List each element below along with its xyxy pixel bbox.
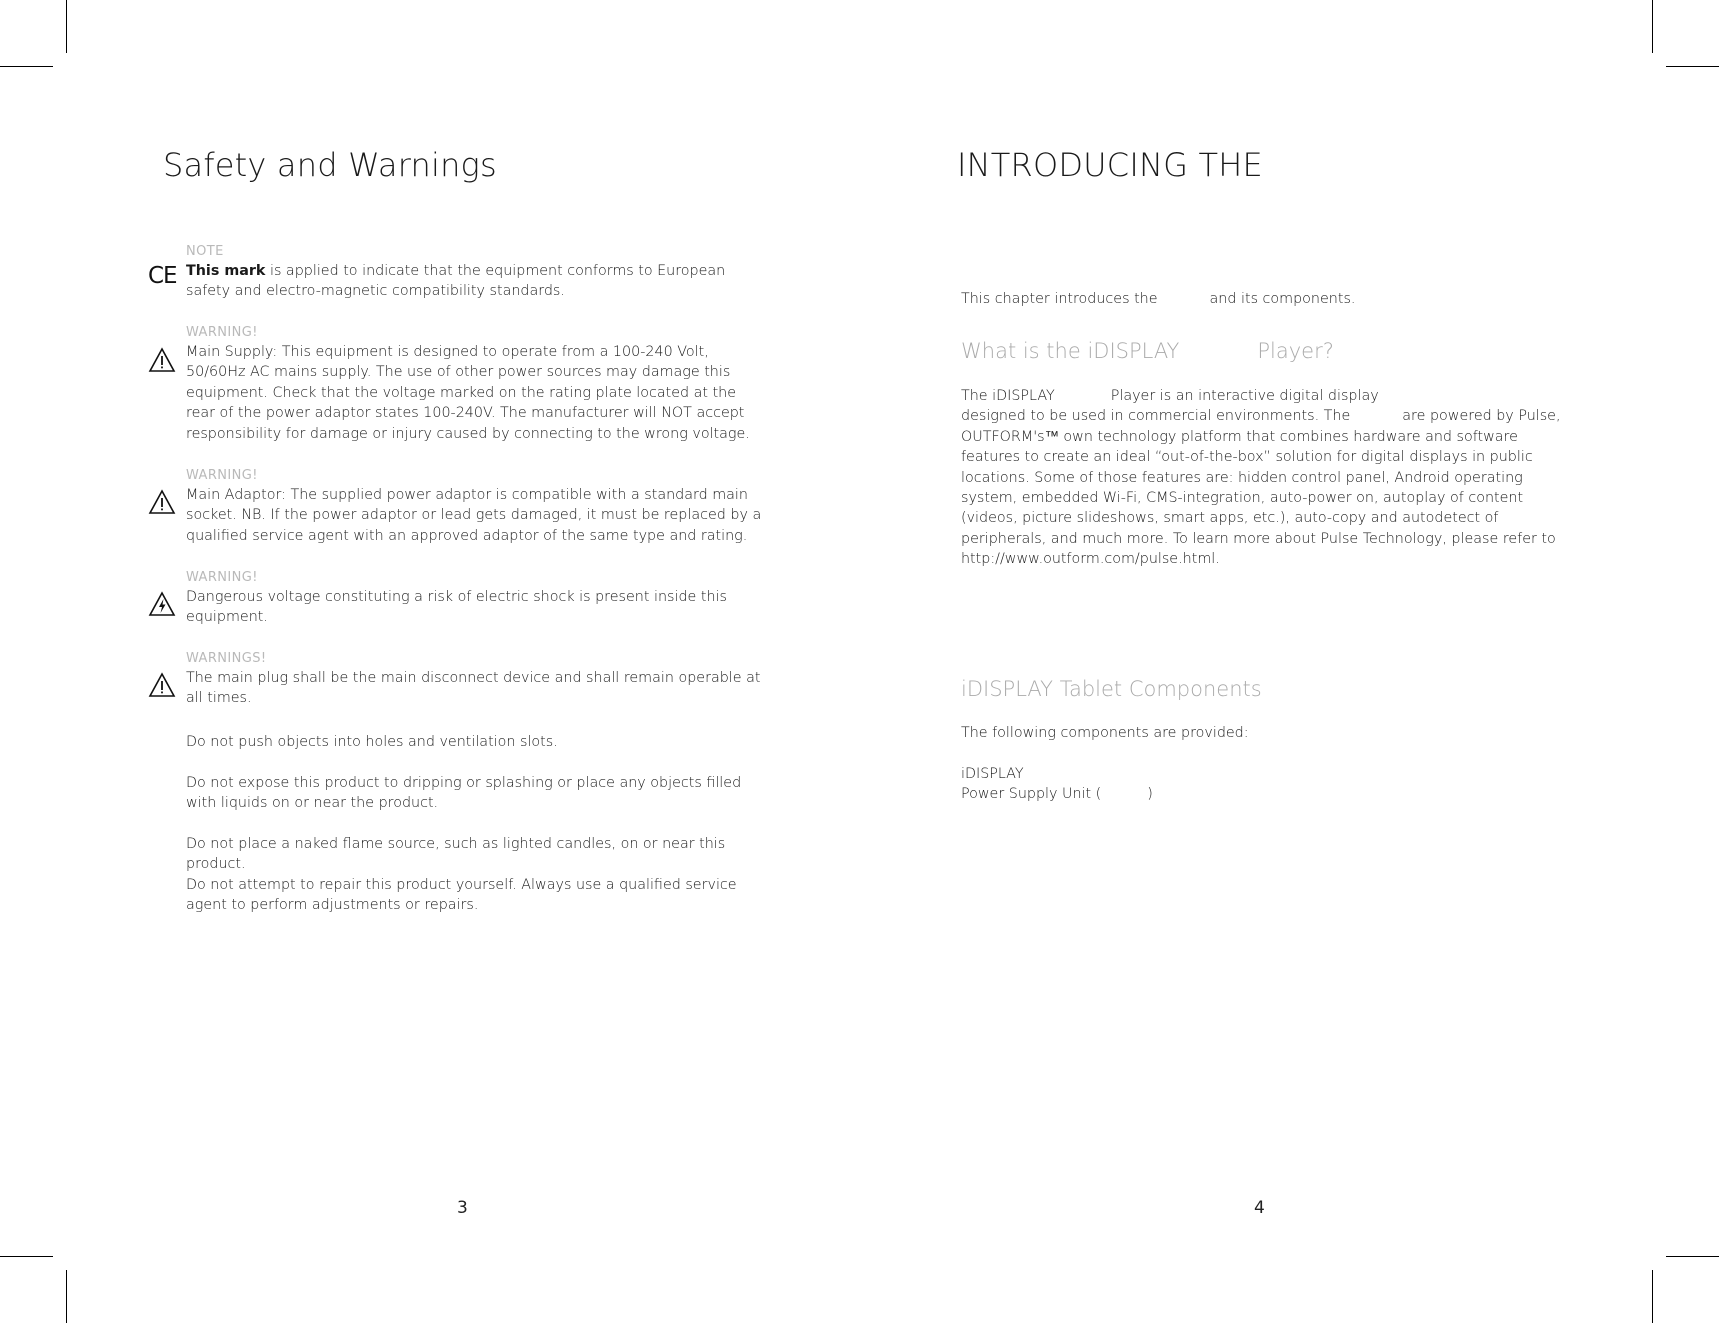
what-is-rest: OUTFORM's™ own technology platform that combines hardware and software features to create an ideal “out-of-the-box” solution for digital displays in public locations. Some of those features are: hidden control panel, Android operating system, embedded Wi-Fi, CMS-integration, auto-power on, autoplay of content (videos, picture slideshows, smart apps, etc.), auto-copy and autodetect of peripherals, and much more. To learn more about Pulse Technology, please refer to http://www.outform.com/pulse.html. [961, 428, 1556, 568]
components-list [961, 764, 1601, 805]
what-is-body [961, 386, 1581, 570]
what-is-heading [961, 339, 1334, 363]
what-is-heading-part1: What is the iDISPLAY [961, 339, 1180, 363]
what-is-line1-a: The iDISPLAY [961, 388, 1055, 404]
page-number: 4 [1254, 1198, 1265, 1218]
extra-warning-text: Do not place a naked flame source, such as lighted candles, on or near this product. [186, 836, 726, 873]
chapter-intro-after: and its components. [1209, 291, 1356, 307]
page-number: 3 [457, 1198, 468, 1218]
warning-label: WARNING! [186, 468, 258, 483]
electric-shock-warning-icon [148, 591, 178, 619]
note-text [186, 261, 766, 302]
chapter-intro [961, 289, 1601, 309]
note-body: is applied to indicate that the equipment conforms to European safety and electro-magnetic compatibility standards. [186, 263, 726, 300]
warning-text: Dangerous voltage constituting a risk of electric shock is present inside this equipment. [186, 589, 727, 626]
what-is-line1-b: Player is an interactive digital display [1110, 388, 1379, 404]
note-block [186, 243, 766, 302]
warning-triangle-icon [148, 347, 178, 375]
what-is-line2-b: are powered by Pulse, [1402, 408, 1561, 425]
warning-text: Main Supply: This equipment is designed to operate from a 100-240 Volt, 50/60Hz AC mains supply. The use of other power sources may damage this equipment. Check that the voltage marked on the rating plate located at the rear of the power adaptor states 100-240V. The manufacturer will NOT accept responsibility for damage or injury caused by connecting to the wrong voltage. [186, 344, 750, 442]
warning-block-main-supply [186, 324, 766, 444]
warning-triangle-icon [148, 489, 178, 517]
note-label: NOTE [186, 244, 224, 259]
warning-block-dangerous-voltage [186, 569, 766, 628]
page-title: Safety and Warnings [163, 146, 497, 184]
warning-block-main-plug [186, 650, 766, 709]
warning-text: Main Adaptor: The supplied power adaptor is compatible with a standard main socket. NB. If the power adaptor or lead gets damaged, it must be replaced by a qualified service agent with an approved adaptor of the same type and rating. [186, 487, 762, 544]
ce-mark-icon: CE [148, 263, 177, 289]
chapter-intro-before: This chapter introduces the [961, 291, 1158, 307]
warning-block-main-adaptor [186, 467, 766, 546]
warning-label: WARNINGS! [186, 651, 267, 666]
right-page [860, 0, 1719, 1323]
extra-warning-text: Do not expose this product to dripping or splashing or place any objects filled with liquids on or near the product. [186, 775, 742, 812]
what-is-line2 [961, 406, 1581, 426]
component-item: iDISPLAY [961, 766, 1024, 782]
warning-label: WARNING! [186, 570, 258, 585]
warning-text: The main plug shall be the main disconnect device and shall remain operable at all times. [186, 670, 761, 707]
what-is-heading-part2: Player? [1257, 339, 1334, 363]
warning-label: WARNING! [186, 325, 258, 340]
components-intro: The following components are provided: [961, 725, 1249, 741]
what-is-line1 [961, 386, 1581, 406]
component-item [961, 784, 1601, 804]
warning-triangle-icon [148, 672, 178, 700]
extra-warning-text: Do not attempt to repair this product yourself. Always use a qualified service agent to perform adjustments or repairs. [186, 877, 737, 914]
component-item-psu: Power Supply Unit ( [961, 786, 1102, 803]
what-is-line2-a: designed to be used in commercial environments. The [961, 408, 1351, 425]
extra-warning-text: Do not push objects into holes and ventilation slots. [186, 734, 558, 750]
note-bold: This mark [186, 263, 266, 279]
components-heading: iDISPLAY Tablet Components [961, 677, 1262, 701]
component-item-psu-close: ) [1147, 786, 1153, 803]
page-title: INTRODUCING THE [957, 146, 1263, 184]
